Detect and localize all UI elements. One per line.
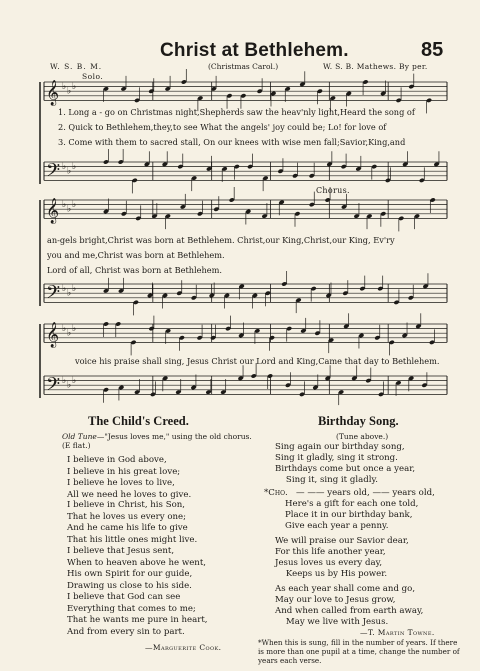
svg-text:♭: ♭ [67, 328, 72, 339]
svg-text:♭: ♭ [72, 161, 77, 172]
svg-text:𝄢: 𝄢 [46, 282, 61, 308]
creed-stanza-3: I believe that Jesus sent, When to heaven above he went, His own Spirit for our guide, Drawing us close to his side. [67, 546, 207, 591]
creed-stanza-2: I believe in Christ, his Son, That he loves us every one; And he came his life to give That his little ones might live. [67, 500, 198, 545]
svg-text:♭: ♭ [72, 375, 77, 386]
svg-text:𝄢: 𝄢 [46, 374, 61, 400]
svg-text:𝄢: 𝄢 [46, 160, 61, 186]
verse-line-1: 1. Long a - go on Christmas night,Shepherds saw the heav'nly light,Heard the song of [58, 107, 415, 117]
svg-text:♭: ♭ [62, 283, 67, 294]
svg-text:♭: ♭ [72, 323, 77, 334]
birthday-tune: (Tune above.) [336, 432, 389, 441]
creed-stanza-4: I believe that God can see Everything that comes to me; That he wants me pure in heart, And from every sin to part. [67, 592, 208, 637]
chorus-line-2: you and me,Christ was born at Bethlehem. [47, 250, 225, 260]
svg-text:♭: ♭ [72, 81, 77, 92]
svg-text:♭: ♭ [67, 166, 72, 177]
verse-line-2: 2. Quick to Bethlehem,they,to see What the angels' joy could be; Lo! for love of [58, 122, 387, 132]
creed-stanza-1: I believe in God above, I believe in his great love; I believe he loves to live, All we need he loves to give. [67, 455, 192, 500]
svg-text:♭: ♭ [67, 288, 72, 299]
verse-line-3: 3. Come with them to sacred stall, On our knees with wise men fall;Savior,King,and [58, 137, 406, 147]
creed-author: —Marguerite Cook. [145, 643, 222, 652]
composer-left: W. S. B. M. [50, 62, 103, 71]
creed-tune-note: Old Tune—"Jesus loves me," using the old chorus. (E flat.) [62, 432, 252, 450]
svg-text:𝄞: 𝄞 [46, 198, 60, 224]
birthday-stanza-4: As each year shall come and go, May our love to Jesus grow, And when called from earth away, May we live with Jesus. [275, 584, 424, 627]
svg-text:♭: ♭ [62, 81, 67, 92]
hymn-subtitle: (Christmas Carol.) [208, 62, 279, 71]
birthday-author: —T. Martin Towne. [360, 628, 435, 637]
svg-text:♭: ♭ [62, 161, 67, 172]
chorus-label: Chorus. [316, 186, 350, 195]
page-number: 85 [421, 39, 444, 61]
composer-right: W. S. B. Mathews. By per. [323, 62, 428, 71]
hymn-title: Christ at Bethlehem. [160, 40, 349, 61]
svg-text:♭: ♭ [67, 204, 72, 215]
svg-text:♭: ♭ [72, 199, 77, 210]
svg-text:♭: ♭ [72, 283, 77, 294]
birthday-footnote: *When this is sung, fill in the number of years. If there is more than one pupil at a time, change the number of years each verse. [258, 638, 460, 665]
birthday-stanza-2: Here's a gift for each one told, Place it in our birthday bank, Give each year a penny. [285, 499, 419, 531]
birthday-title: Birthday Song. [318, 414, 399, 428]
birthday-stanza-1: Sing again our birthday song, Sing it gladly, sing it strong. Birthdays come but once a year, Sing it, sing it gladly. [275, 442, 416, 485]
svg-text:♭: ♭ [67, 86, 72, 97]
chorus-line-3: Lord of all, Christ was born at Bethlehem. [47, 265, 222, 275]
svg-text:♭: ♭ [67, 380, 72, 391]
last-lyric-line: voice his praise shall sing, Jesus Christ our Lord and King,Came that day to Bethlehem. [75, 356, 440, 366]
birthday-stanza-2-first: — —— years old, —— years old, [296, 488, 435, 498]
svg-text:♭: ♭ [62, 323, 67, 334]
svg-text:♭: ♭ [62, 375, 67, 386]
birthday-cho-label: *Cho. [264, 488, 288, 498]
solo-label: Solo. [82, 72, 104, 81]
svg-text:𝄞: 𝄞 [46, 322, 60, 348]
svg-text:𝄞: 𝄞 [46, 80, 60, 106]
chorus-line-1: an-gels bright,Christ was born at Bethlehem. Christ,our King,Christ,our King, Ev'ry [47, 235, 395, 245]
birthday-stanza-3: We will praise our Savior dear, For this life another year, Jesus loves us every day, Keeps us by His power. [275, 536, 409, 579]
svg-text:♭: ♭ [62, 199, 67, 210]
creed-title: The Child's Creed. [88, 414, 189, 428]
